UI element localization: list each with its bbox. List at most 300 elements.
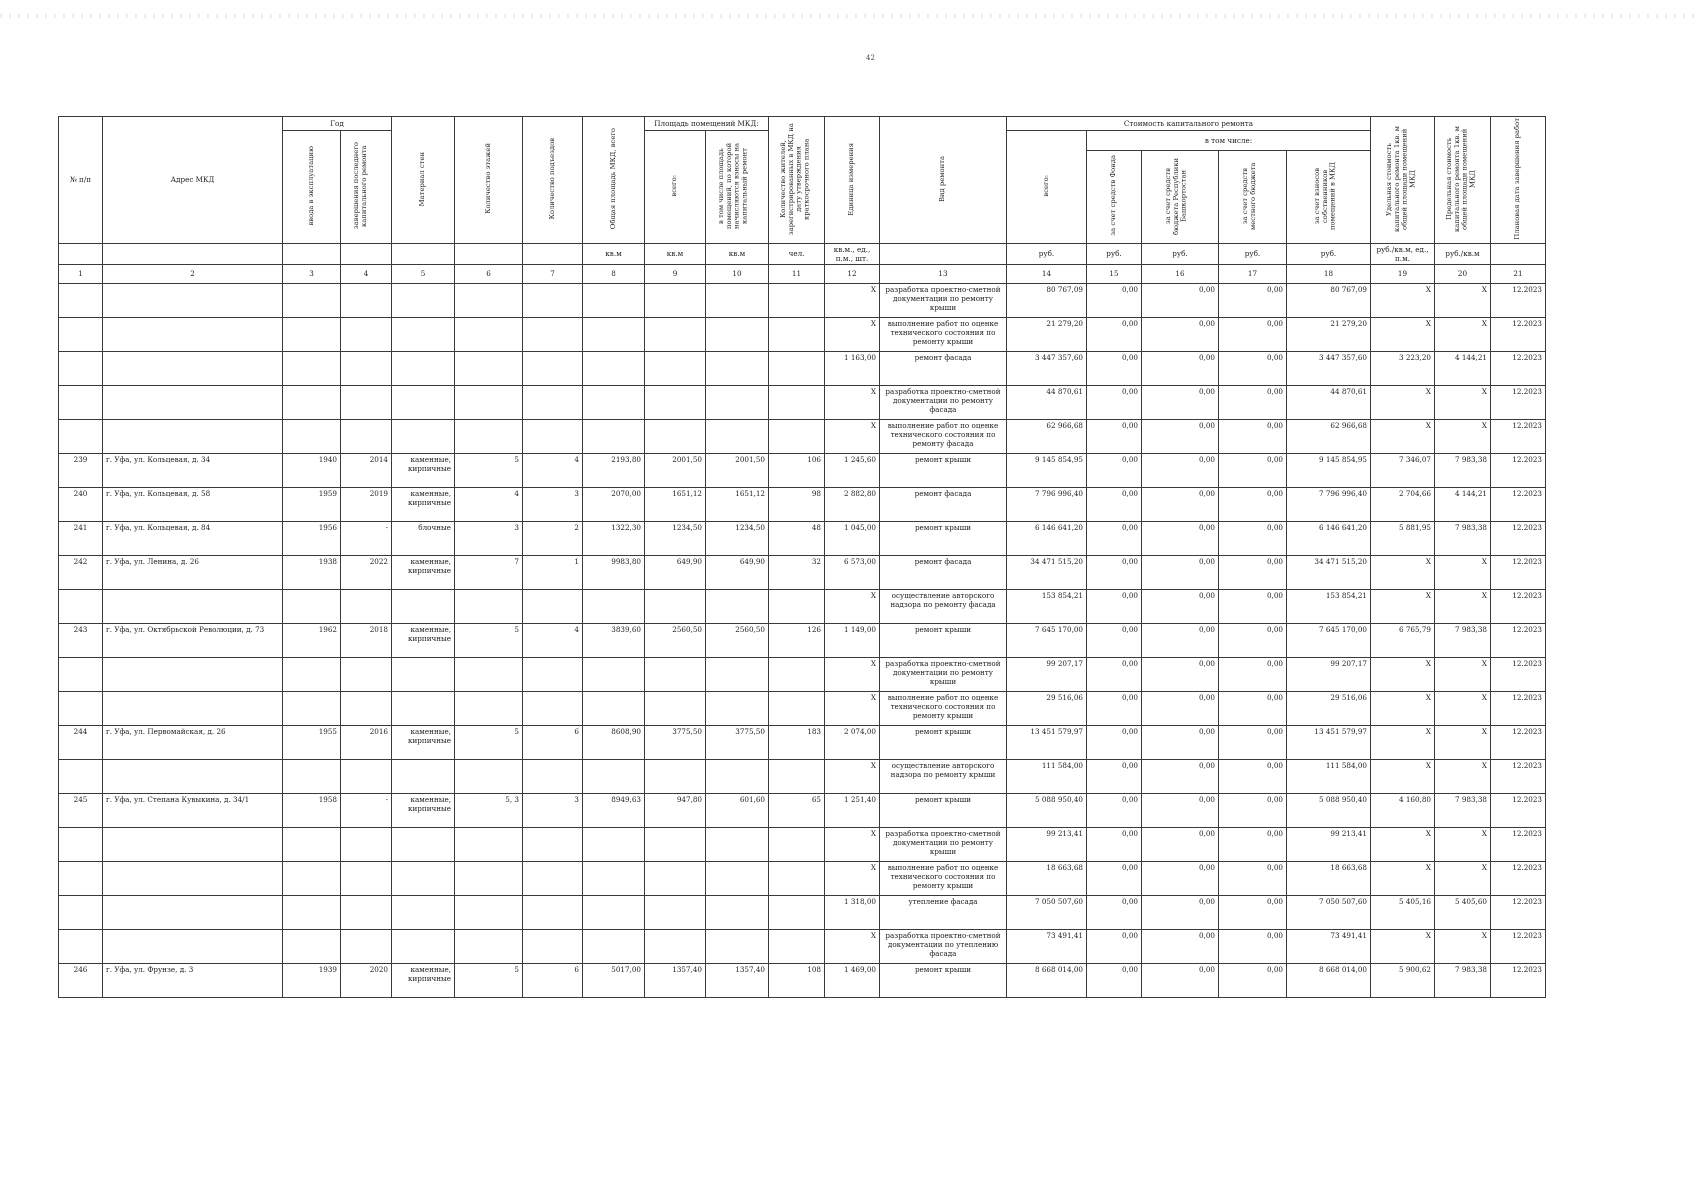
capital-repair-table	[58, 116, 1546, 998]
unit-value-cell: 1 045,00	[825, 521, 880, 555]
header-end-date: Плановая дата завершения работ	[1491, 117, 1546, 244]
total-area-cell: 2193,80	[583, 453, 645, 487]
unit-value-cell: X	[825, 691, 880, 725]
unit-cell	[103, 243, 283, 264]
premises-area-cell: 3775,50	[645, 725, 706, 759]
column-number-cell: 3	[283, 264, 341, 283]
cost-total-cell: 6 146 641,20	[1007, 521, 1087, 555]
cost-owners-cell: 44 870,61	[1287, 385, 1371, 419]
cost-owners-cell: 13 451 579,97	[1287, 725, 1371, 759]
header-premises-area: Площадь помещений МКД:	[645, 117, 769, 131]
cost-local-budget-cell: 0,00	[1219, 963, 1287, 997]
residents-cell	[769, 861, 825, 895]
residents-cell: 48	[769, 521, 825, 555]
cost-total-cell: 34 471 515,20	[1007, 555, 1087, 589]
table-row	[59, 827, 1546, 861]
total-area-cell: 8949,63	[583, 793, 645, 827]
wall-material-cell	[392, 283, 455, 317]
cost-local-budget-cell: 0,00	[1219, 487, 1287, 521]
table-row	[59, 861, 1546, 895]
year-repair-cell: 2016	[341, 725, 392, 759]
entrances-cell: 2	[523, 521, 583, 555]
max-cost-cell: X	[1435, 419, 1491, 453]
total-area-cell	[583, 929, 645, 963]
unit-value-cell: X	[825, 283, 880, 317]
work-type-cell: выполнение работ по оценке технического состояния по ремонту крыши	[880, 317, 1007, 351]
year-repair-cell: 2019	[341, 487, 392, 521]
end-date-cell: 12.2023	[1491, 657, 1546, 691]
cost-local-budget-cell: 0,00	[1219, 283, 1287, 317]
max-cost-cell: X	[1435, 861, 1491, 895]
premises-area-cell	[645, 317, 706, 351]
table-row	[59, 351, 1546, 385]
table-row	[59, 929, 1546, 963]
cost-total-cell: 5 088 950,40	[1007, 793, 1087, 827]
table-row	[59, 623, 1546, 657]
cost-budget-rb-cell: 0,00	[1142, 487, 1219, 521]
table-row	[59, 657, 1546, 691]
total-area-cell	[583, 385, 645, 419]
premises-repair-area-cell	[706, 589, 769, 623]
address-cell: г. Уфа, ул. Кольцевая, д. 58	[103, 487, 283, 521]
column-number-cell: 2	[103, 264, 283, 283]
cost-budget-rb-cell: 0,00	[1142, 963, 1219, 997]
work-type-cell: ремонт фасада	[880, 487, 1007, 521]
column-number-cell: 9	[645, 264, 706, 283]
max-cost-cell: X	[1435, 385, 1491, 419]
wall-material-cell: каменные, кирпичные	[392, 963, 455, 997]
cost-budget-rb-cell: 0,00	[1142, 861, 1219, 895]
end-date-cell: 12.2023	[1491, 623, 1546, 657]
unit-value-cell: X	[825, 317, 880, 351]
max-cost-cell: X	[1435, 555, 1491, 589]
address-cell	[103, 929, 283, 963]
unit-cell	[880, 243, 1007, 264]
specific-cost-cell: X	[1371, 691, 1435, 725]
year-commission-cell: 1959	[283, 487, 341, 521]
year-commission-cell	[283, 589, 341, 623]
end-date-cell: 12.2023	[1491, 895, 1546, 929]
row-number	[59, 827, 103, 861]
unit-value-cell: 6 573,00	[825, 555, 880, 589]
table-body	[59, 283, 1546, 997]
cost-total-cell: 73 491,41	[1007, 929, 1087, 963]
specific-cost-cell: X	[1371, 555, 1435, 589]
header-year: Год	[283, 117, 392, 131]
end-date-cell: 12.2023	[1491, 963, 1546, 997]
premises-area-cell	[645, 283, 706, 317]
unit-value-cell: X	[825, 827, 880, 861]
table-row	[59, 385, 1546, 419]
cost-budget-rb-cell: 0,00	[1142, 793, 1219, 827]
year-commission-cell	[283, 385, 341, 419]
residents-cell	[769, 351, 825, 385]
address-cell: г. Уфа, ул. Ленина, д. 26	[103, 555, 283, 589]
cost-budget-rb-cell: 0,00	[1142, 691, 1219, 725]
cost-owners-cell: 99 213,41	[1287, 827, 1371, 861]
cost-local-budget-cell: 0,00	[1219, 317, 1287, 351]
header-specific-cost: Удельная стоимость капитального ремонта 1кв. м общей площади помещений МКД	[1371, 117, 1435, 244]
cost-owners-cell: 7 645 170,00	[1287, 623, 1371, 657]
cost-total-cell: 29 516,06	[1007, 691, 1087, 725]
premises-repair-area-cell	[706, 317, 769, 351]
work-type-cell: ремонт фасада	[880, 555, 1007, 589]
cost-fund-cell: 0,00	[1087, 963, 1142, 997]
header-local-budget: за счет средств местного бюджета	[1219, 150, 1287, 243]
year-commission-cell	[283, 283, 341, 317]
cost-budget-rb-cell: 0,00	[1142, 283, 1219, 317]
unit-value-cell: 1 318,00	[825, 895, 880, 929]
table-row	[59, 589, 1546, 623]
work-type-cell: осуществление авторского надзора по ремонту крыши	[880, 759, 1007, 793]
table-row	[59, 283, 1546, 317]
cost-total-cell: 99 213,41	[1007, 827, 1087, 861]
year-repair-cell: 2022	[341, 555, 392, 589]
end-date-cell: 12.2023	[1491, 419, 1546, 453]
wall-material-cell	[392, 419, 455, 453]
cost-local-budget-cell: 0,00	[1219, 419, 1287, 453]
address-cell	[103, 351, 283, 385]
table-row	[59, 521, 1546, 555]
cost-budget-rb-cell: 0,00	[1142, 419, 1219, 453]
entrances-cell	[523, 691, 583, 725]
cost-budget-rb-cell: 0,00	[1142, 317, 1219, 351]
cost-local-budget-cell: 0,00	[1219, 725, 1287, 759]
cost-fund-cell: 0,00	[1087, 317, 1142, 351]
specific-cost-cell: 7 346,07	[1371, 453, 1435, 487]
header-year-commission: ввода в эксплуатацию	[283, 131, 341, 244]
table-row	[59, 759, 1546, 793]
work-type-cell: выполнение работ по оценке технического состояния по ремонту крыши	[880, 691, 1007, 725]
address-cell	[103, 657, 283, 691]
cost-total-cell: 13 451 579,97	[1007, 725, 1087, 759]
end-date-cell: 12.2023	[1491, 283, 1546, 317]
cost-owners-cell: 7 796 996,40	[1287, 487, 1371, 521]
cost-budget-rb-cell: 0,00	[1142, 589, 1219, 623]
column-number-cell: 19	[1371, 264, 1435, 283]
address-cell	[103, 827, 283, 861]
year-commission-cell	[283, 657, 341, 691]
row-number	[59, 861, 103, 895]
header-cost: Стоимость капитального ремонта	[1007, 117, 1371, 131]
header-premises-repair: в том числе площадь помещений, по которой начисляются взносы на капитальный ремонт	[706, 131, 769, 244]
unit-cell	[392, 243, 455, 264]
header-year-last-repair: завершения последнего капитального ремонта	[341, 131, 392, 244]
address-cell	[103, 691, 283, 725]
max-cost-cell: 7 983,38	[1435, 521, 1491, 555]
year-repair-cell	[341, 385, 392, 419]
unit-value-cell: 1 469,00	[825, 963, 880, 997]
year-commission-cell: 1956	[283, 521, 341, 555]
unit-value-cell: 1 163,00	[825, 351, 880, 385]
wall-material-cell	[392, 589, 455, 623]
total-area-cell	[583, 283, 645, 317]
cost-total-cell: 153 854,21	[1007, 589, 1087, 623]
total-area-cell	[583, 351, 645, 385]
premises-repair-area-cell: 1357,40	[706, 963, 769, 997]
unit-value-cell: X	[825, 589, 880, 623]
unit-cell	[341, 243, 392, 264]
row-number: 240	[59, 487, 103, 521]
premises-area-cell	[645, 589, 706, 623]
cost-budget-rb-cell: 0,00	[1142, 725, 1219, 759]
entrances-cell: 3	[523, 487, 583, 521]
cost-owners-cell: 7 050 507,60	[1287, 895, 1371, 929]
cost-owners-cell: 153 854,21	[1287, 589, 1371, 623]
header-including: в том числе:	[1087, 131, 1371, 151]
entrances-cell	[523, 759, 583, 793]
floors-cell	[455, 419, 523, 453]
unit-value-cell: 2 882,80	[825, 487, 880, 521]
max-cost-cell: X	[1435, 929, 1491, 963]
premises-area-cell: 947,80	[645, 793, 706, 827]
wall-material-cell: каменные, кирпичные	[392, 487, 455, 521]
address-cell: г. Уфа, ул. Степана Кувыкина, д. 34/1	[103, 793, 283, 827]
max-cost-cell: X	[1435, 589, 1491, 623]
end-date-cell: 12.2023	[1491, 725, 1546, 759]
column-number-cell: 1	[59, 264, 103, 283]
specific-cost-cell: 5 881,95	[1371, 521, 1435, 555]
work-type-cell: ремонт фасада	[880, 351, 1007, 385]
cost-fund-cell: 0,00	[1087, 657, 1142, 691]
unit-cell: руб./кв.м	[1435, 243, 1491, 264]
premises-repair-area-cell: 649,90	[706, 555, 769, 589]
premises-repair-area-cell	[706, 691, 769, 725]
unit-value-cell: X	[825, 929, 880, 963]
address-cell	[103, 317, 283, 351]
address-cell: г. Уфа, ул. Кольцевая, д. 34	[103, 453, 283, 487]
unit-cell	[1491, 243, 1546, 264]
specific-cost-cell: X	[1371, 419, 1435, 453]
cost-total-cell: 111 584,00	[1007, 759, 1087, 793]
premises-area-cell	[645, 861, 706, 895]
year-commission-cell	[283, 317, 341, 351]
year-repair-cell	[341, 691, 392, 725]
end-date-cell: 12.2023	[1491, 793, 1546, 827]
wall-material-cell: каменные, кирпичные	[392, 453, 455, 487]
max-cost-cell: 4 144,21	[1435, 351, 1491, 385]
address-cell	[103, 385, 283, 419]
cost-fund-cell: 0,00	[1087, 283, 1142, 317]
row-number: 239	[59, 453, 103, 487]
page-number: 42	[866, 54, 875, 62]
work-type-cell: ремонт крыши	[880, 453, 1007, 487]
entrances-cell	[523, 589, 583, 623]
end-date-cell: 12.2023	[1491, 691, 1546, 725]
cost-fund-cell: 0,00	[1087, 589, 1142, 623]
cost-owners-cell: 8 668 014,00	[1287, 963, 1371, 997]
premises-repair-area-cell: 2560,50	[706, 623, 769, 657]
max-cost-cell: 7 983,38	[1435, 793, 1491, 827]
unit-cell: кв.м	[706, 243, 769, 264]
row-number	[59, 589, 103, 623]
floors-cell: 5	[455, 963, 523, 997]
unit-cell: руб.	[1007, 243, 1087, 264]
wall-material-cell	[392, 929, 455, 963]
units-row	[59, 243, 1546, 264]
cost-owners-cell: 99 207,17	[1287, 657, 1371, 691]
table-row	[59, 963, 1546, 997]
premises-repair-area-cell	[706, 895, 769, 929]
premises-repair-area-cell	[706, 351, 769, 385]
address-cell	[103, 419, 283, 453]
residents-cell: 65	[769, 793, 825, 827]
work-type-cell: разработка проектно-сметной документации по утеплению фасада	[880, 929, 1007, 963]
floors-cell: 4	[455, 487, 523, 521]
floors-cell: 5	[455, 453, 523, 487]
cost-budget-rb-cell: 0,00	[1142, 827, 1219, 861]
residents-cell	[769, 895, 825, 929]
work-type-cell: ремонт крыши	[880, 623, 1007, 657]
header-cost-total: всего:	[1007, 131, 1087, 244]
address-cell	[103, 589, 283, 623]
row-number	[59, 419, 103, 453]
cost-fund-cell: 0,00	[1087, 555, 1142, 589]
work-type-cell: утепление фасада	[880, 895, 1007, 929]
end-date-cell: 12.2023	[1491, 555, 1546, 589]
work-type-cell: разработка проектно-сметной документации по ремонту крыши	[880, 283, 1007, 317]
column-number-cell: 7	[523, 264, 583, 283]
total-area-cell	[583, 895, 645, 929]
cost-local-budget-cell: 0,00	[1219, 589, 1287, 623]
premises-area-cell	[645, 827, 706, 861]
max-cost-cell: X	[1435, 691, 1491, 725]
residents-cell: 108	[769, 963, 825, 997]
cost-total-cell: 7 050 507,60	[1007, 895, 1087, 929]
table-row	[59, 555, 1546, 589]
unit-cell: руб.	[1287, 243, 1371, 264]
year-commission-cell: 1940	[283, 453, 341, 487]
cost-local-budget-cell: 0,00	[1219, 385, 1287, 419]
cost-local-budget-cell: 0,00	[1219, 793, 1287, 827]
address-cell	[103, 759, 283, 793]
specific-cost-cell: X	[1371, 283, 1435, 317]
year-repair-cell	[341, 929, 392, 963]
end-date-cell: 12.2023	[1491, 385, 1546, 419]
cost-owners-cell: 29 516,06	[1287, 691, 1371, 725]
cost-local-budget-cell: 0,00	[1219, 555, 1287, 589]
total-area-cell	[583, 317, 645, 351]
total-area-cell	[583, 827, 645, 861]
year-repair-cell	[341, 589, 392, 623]
work-type-cell: ремонт крыши	[880, 963, 1007, 997]
unit-value-cell: 1 251,40	[825, 793, 880, 827]
column-number-cell: 13	[880, 264, 1007, 283]
wall-material-cell	[392, 691, 455, 725]
table-row	[59, 419, 1546, 453]
residents-cell	[769, 657, 825, 691]
entrances-cell: 3	[523, 793, 583, 827]
cost-fund-cell: 0,00	[1087, 929, 1142, 963]
cost-owners-cell: 21 279,20	[1287, 317, 1371, 351]
column-number-cell: 18	[1287, 264, 1371, 283]
residents-cell	[769, 419, 825, 453]
unit-value-cell: X	[825, 419, 880, 453]
table-row	[59, 691, 1546, 725]
unit-cell: руб./кв.м, ед., п.м.	[1371, 243, 1435, 264]
max-cost-cell: X	[1435, 657, 1491, 691]
floors-cell	[455, 657, 523, 691]
wall-material-cell	[392, 317, 455, 351]
row-number	[59, 691, 103, 725]
premises-repair-area-cell: 1234,50	[706, 521, 769, 555]
year-commission-cell: 1955	[283, 725, 341, 759]
premises-repair-area-cell: 1651,12	[706, 487, 769, 521]
cost-fund-cell: 0,00	[1087, 385, 1142, 419]
unit-cell: кв.м	[583, 243, 645, 264]
unit-cell: руб.	[1219, 243, 1287, 264]
premises-repair-area-cell: 3775,50	[706, 725, 769, 759]
row-number	[59, 929, 103, 963]
specific-cost-cell: X	[1371, 759, 1435, 793]
cost-total-cell: 21 279,20	[1007, 317, 1087, 351]
floors-cell	[455, 589, 523, 623]
premises-area-cell	[645, 419, 706, 453]
work-type-cell: ремонт крыши	[880, 521, 1007, 555]
residents-cell: 32	[769, 555, 825, 589]
cost-fund-cell: 0,00	[1087, 725, 1142, 759]
address-cell: г. Уфа, ул. Кольцевая, д. 84	[103, 521, 283, 555]
cost-local-budget-cell: 0,00	[1219, 351, 1287, 385]
premises-area-cell	[645, 691, 706, 725]
premises-repair-area-cell	[706, 283, 769, 317]
column-number-cell: 11	[769, 264, 825, 283]
entrances-cell: 6	[523, 725, 583, 759]
cost-total-cell: 62 966,68	[1007, 419, 1087, 453]
entrances-cell	[523, 351, 583, 385]
cost-total-cell: 3 447 357,60	[1007, 351, 1087, 385]
header-address: Адрес МКД	[103, 117, 283, 244]
cost-local-budget-cell: 0,00	[1219, 759, 1287, 793]
column-number-cell: 16	[1142, 264, 1219, 283]
address-cell	[103, 861, 283, 895]
year-repair-cell	[341, 827, 392, 861]
total-area-cell: 5017,00	[583, 963, 645, 997]
cost-fund-cell: 0,00	[1087, 419, 1142, 453]
floors-cell	[455, 759, 523, 793]
cost-local-budget-cell: 0,00	[1219, 623, 1287, 657]
specific-cost-cell: X	[1371, 317, 1435, 351]
cost-total-cell: 9 145 854,95	[1007, 453, 1087, 487]
row-number	[59, 317, 103, 351]
wall-material-cell	[392, 351, 455, 385]
cost-fund-cell: 0,00	[1087, 759, 1142, 793]
wall-material-cell: каменные, кирпичные	[392, 555, 455, 589]
unit-cell: руб.	[1087, 243, 1142, 264]
cost-local-budget-cell: 0,00	[1219, 691, 1287, 725]
header-max-cost: Предельная стоимость капитального ремонта 1кв. м общей площади помещений МКД	[1435, 117, 1491, 244]
column-number-cell: 20	[1435, 264, 1491, 283]
max-cost-cell: X	[1435, 283, 1491, 317]
year-repair-cell: 2014	[341, 453, 392, 487]
premises-area-cell: 2001,50	[645, 453, 706, 487]
cost-budget-rb-cell: 0,00	[1142, 929, 1219, 963]
unit-cell: руб.	[1142, 243, 1219, 264]
cost-owners-cell: 111 584,00	[1287, 759, 1371, 793]
end-date-cell: 12.2023	[1491, 929, 1546, 963]
total-area-cell: 8608,90	[583, 725, 645, 759]
residents-cell: 106	[769, 453, 825, 487]
cost-budget-rb-cell: 0,00	[1142, 657, 1219, 691]
premises-area-cell: 649,90	[645, 555, 706, 589]
max-cost-cell: X	[1435, 725, 1491, 759]
max-cost-cell: X	[1435, 827, 1491, 861]
premises-area-cell	[645, 759, 706, 793]
cost-fund-cell: 0,00	[1087, 453, 1142, 487]
residents-cell	[769, 827, 825, 861]
premises-repair-area-cell	[706, 861, 769, 895]
floors-cell: 5	[455, 623, 523, 657]
